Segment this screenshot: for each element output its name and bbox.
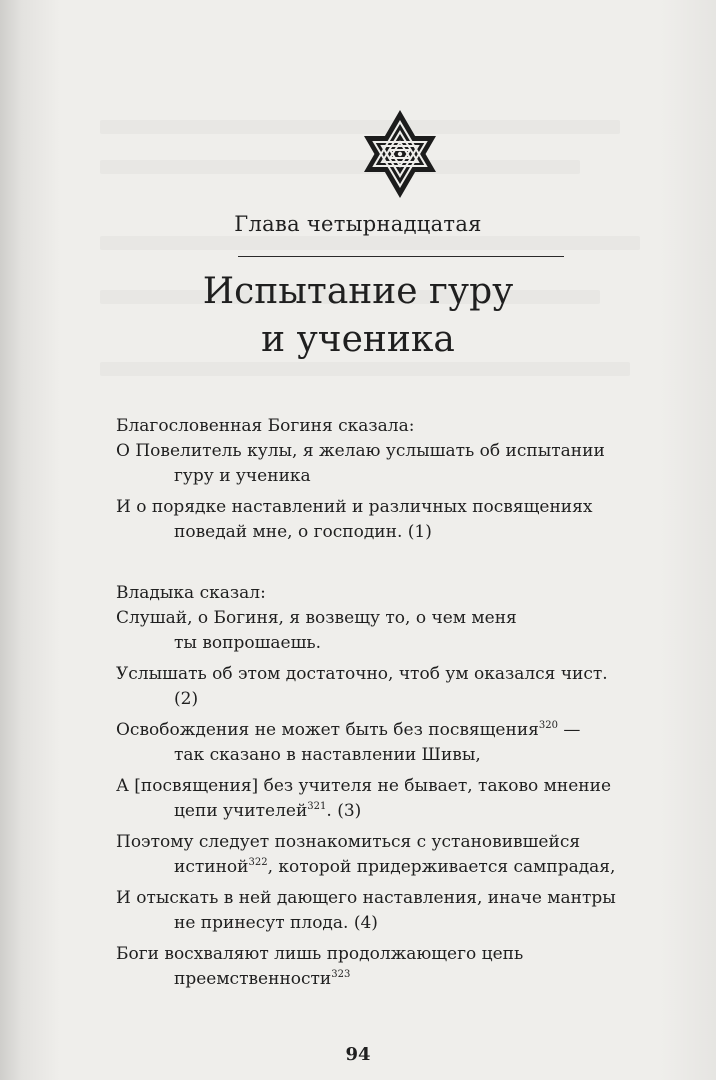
- chapter-title-line-1: Испытание гуру: [202, 271, 514, 312]
- bleed-through: [100, 362, 630, 376]
- verse-continuation: так сказано в наставлении Шивы,: [174, 745, 481, 765]
- verse-line: И отыскать в ней дающего наставления, иначе мантры: [116, 888, 616, 908]
- verse-continuation: [116, 855, 676, 880]
- verse-continuation: поведай мне, о господин. (1): [174, 522, 432, 542]
- verse-continuation: ты вопрошаешь.: [174, 633, 322, 653]
- footnote-ref[interactable]: 323: [331, 969, 351, 980]
- verse-line: Слушай, о Богиня, я возвещу то, о чем меня: [116, 608, 517, 628]
- footnote-ref[interactable]: 322: [248, 857, 268, 868]
- verse-line: [116, 718, 676, 743]
- title-divider: [238, 256, 564, 257]
- page-number: 94: [345, 1044, 371, 1065]
- verse-continuation-tail: , которой придерживается сампрадая,: [267, 857, 616, 877]
- speaker-line: Владыка сказал:: [116, 583, 266, 603]
- bleed-through: [100, 160, 580, 174]
- verse-continuation: не принесут плода. (4): [174, 913, 378, 933]
- verse: [116, 718, 676, 768]
- verse: [116, 439, 676, 489]
- verse-line: Услышать об этом достаточно, чтоб ум оказался чист.: [116, 664, 608, 684]
- verse-continuation: [116, 967, 676, 992]
- verse-text: [116, 414, 676, 998]
- bleed-through: [100, 236, 640, 250]
- footnote-ref[interactable]: 321: [307, 801, 327, 812]
- bleed-through: [100, 120, 620, 134]
- verse: [116, 886, 676, 936]
- sri-yantra-icon: [362, 108, 438, 200]
- chapter-number: Глава четырнадцатая: [234, 212, 482, 236]
- footnote-ref[interactable]: 320: [538, 720, 558, 731]
- verse-continuation-tail: . (3): [326, 801, 362, 821]
- verse-continuation: [116, 799, 676, 824]
- verse-continuation-text: истиной: [174, 857, 249, 877]
- verse-line: О Повелитель кулы, я желаю услышать об испытании: [116, 441, 605, 461]
- verse-line: Боги восхваляют лишь продолжающего цепь: [116, 944, 524, 964]
- verse: [116, 942, 676, 992]
- verse-line: А [посвящения] без учителя не бывает, таково мнение: [116, 776, 612, 796]
- verse-continuation-text: преемственности: [174, 969, 332, 989]
- verse: [116, 662, 676, 712]
- verse: [116, 774, 676, 824]
- speaker-line: Благословенная Богиня сказала:: [116, 416, 415, 436]
- chapter-title-line-2: и ученика: [261, 319, 455, 360]
- verse-line: Поэтому следует познакомиться с установившейся: [116, 832, 581, 852]
- verse-line-text: Освобождения не может быть без посвящения: [116, 720, 539, 740]
- verse: [116, 495, 676, 545]
- chapter-title: [0, 268, 716, 364]
- verse: [116, 606, 676, 656]
- verse: [116, 830, 676, 880]
- verse-line: И о порядке наставлений и различных посвящениях: [116, 497, 593, 517]
- verse-continuation: (2): [174, 689, 199, 709]
- verse-line-tail: —: [557, 720, 581, 740]
- verse-continuation: гуру и ученика: [174, 466, 311, 486]
- verse-continuation-text: цепи учителей: [174, 801, 308, 821]
